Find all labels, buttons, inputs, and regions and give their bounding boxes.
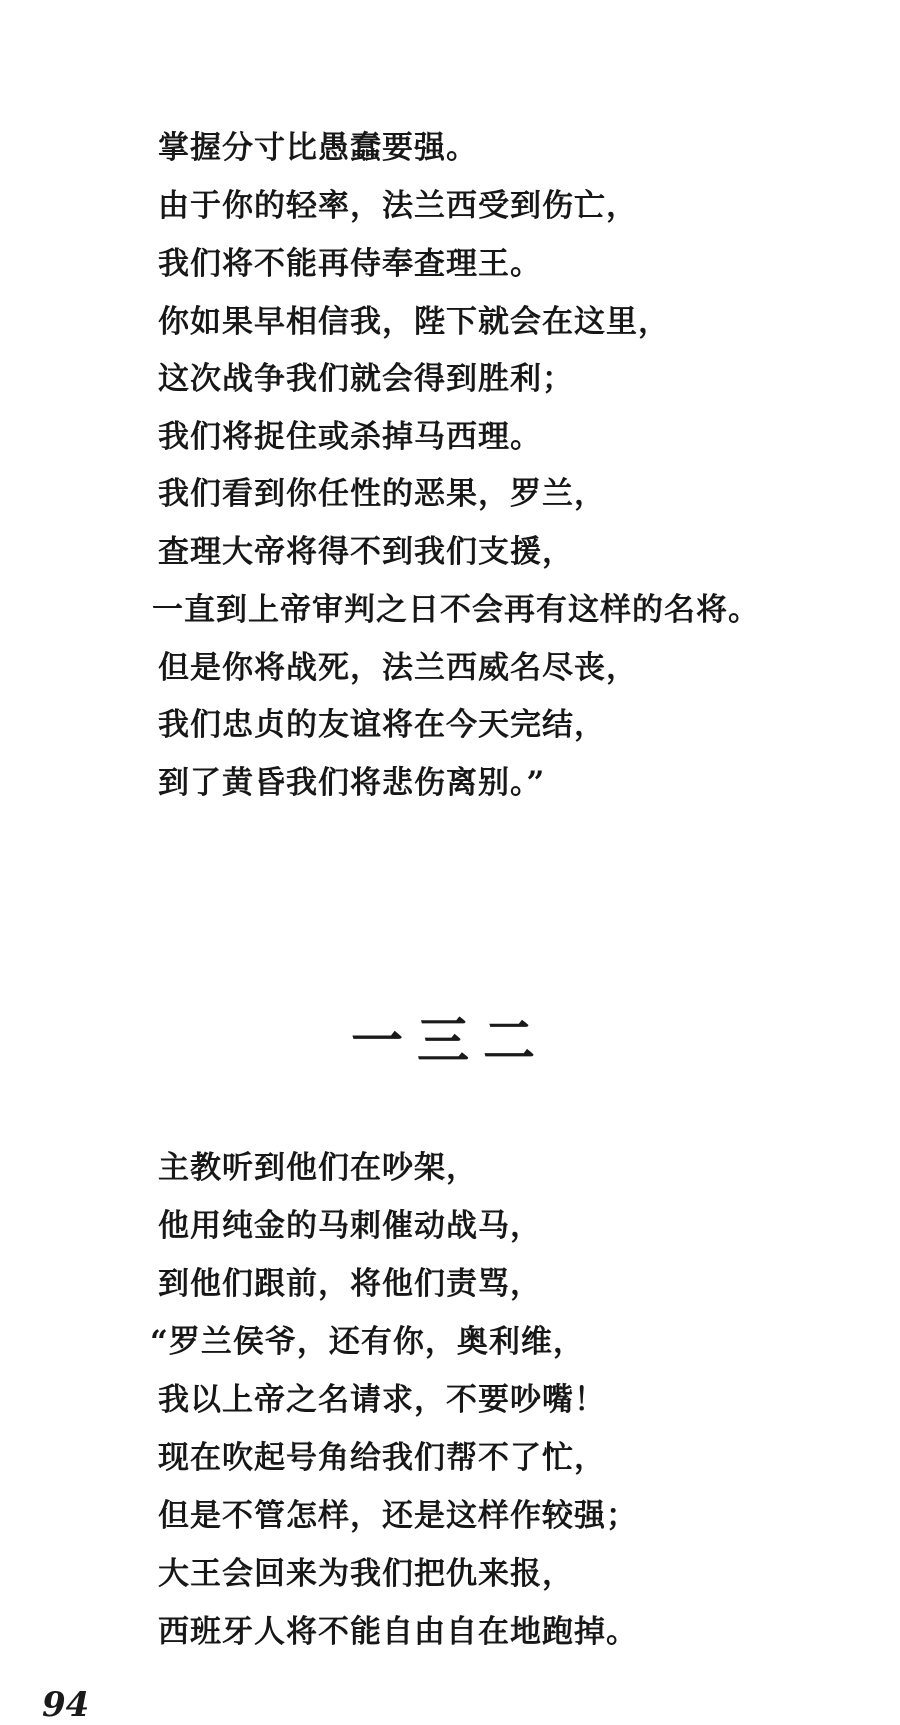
verse-line: 一直到上帝审判之日不会再有这样的名将。 — [152, 592, 760, 628]
verse-line: “罗兰侯爷，还有你，奥利维， — [150, 1324, 585, 1360]
verse-line: 我以上帝之名请求，不要吵嘴！ — [158, 1382, 606, 1418]
verse-line: 你如果早相信我，陛下就会在这里， — [158, 304, 670, 340]
verse-line: 到了黄昏我们将悲伤离别。” — [158, 765, 546, 801]
verse-line: 大王会回来为我们把仇来报， — [158, 1556, 574, 1592]
verse-line: 主教听到他们在吵架， — [158, 1150, 478, 1186]
verse-line: 到他们跟前，将他们责骂， — [158, 1266, 542, 1302]
page-number: 94 — [42, 1685, 90, 1725]
verse-line: 但是不管怎样，还是这样作较强； — [158, 1498, 638, 1534]
verse-line: 西班牙人将不能自由自在地跑掉。 — [158, 1614, 638, 1650]
verse-line: 我们将不能再侍奉查理王。 — [158, 246, 542, 282]
verse-line: 这次战争我们就会得到胜利； — [158, 361, 574, 397]
verse-line: 掌握分寸比愚蠢要强。 — [158, 130, 478, 166]
verse-line: 我们将捉住或杀掉马西理。 — [158, 419, 542, 455]
section-heading: 一三二 — [350, 1011, 549, 1072]
verse-line: 由于你的轻率，法兰西受到伤亡， — [158, 188, 638, 224]
verse-line: 他用纯金的马刺催动战马， — [158, 1208, 542, 1244]
verse-line: 我们忠贞的友谊将在今天完结， — [158, 707, 606, 743]
verse-line: 现在吹起号角给我们帮不了忙， — [158, 1440, 606, 1476]
verse-line: 我们看到你任性的恶果，罗兰， — [158, 476, 606, 512]
verse-line: 查理大帝将得不到我们支援， — [158, 534, 574, 570]
verse-line: 但是你将战死，法兰西威名尽丧， — [158, 650, 638, 686]
